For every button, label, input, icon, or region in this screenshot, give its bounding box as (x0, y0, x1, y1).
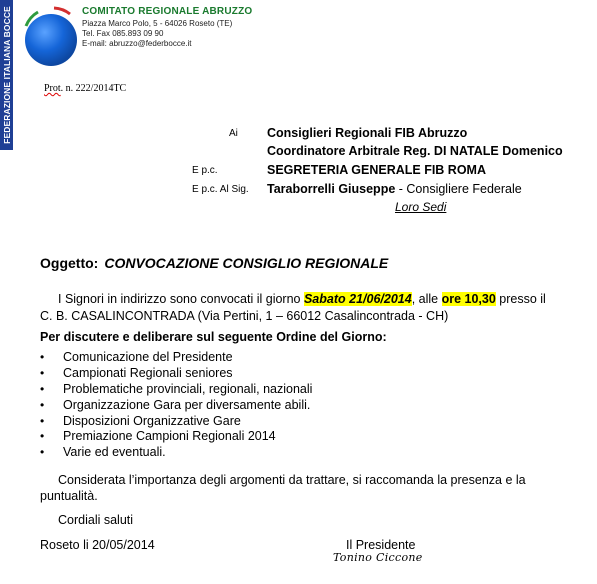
recipient-line: Consiglieri Regionali FIB Abruzzo (267, 126, 468, 140)
list-item: • Disposizioni Organizzative Gare (40, 414, 312, 430)
convocation-text: I Signori in indirizzo sono convocati il giorno Sabato 21/06/2014, alle ore 10,30 presso il (58, 292, 546, 306)
list-item: • Campionati Regionali seniores (40, 366, 312, 382)
recipient-line: Coordinatore Arbitrale Reg. DI NATALE Domenico (267, 144, 563, 158)
organization-address: Piazza Marco Polo, 5 - 64026 Roseto (TE) (82, 19, 233, 28)
loro-sedi: Loro Sedi (395, 200, 447, 214)
list-item: • Problematiche provinciali, regionali, nazionali (40, 382, 312, 398)
federation-name: FEDERAZIONE ITALIANA BOCCE (1, 6, 12, 144)
cc-label: E p.c. (192, 165, 218, 176)
agenda-list (40, 350, 312, 461)
place-date: Roseto li 20/05/2014 (40, 538, 155, 552)
protocol-number: Prot. n. 222/2014TC (44, 83, 127, 94)
recipients-label: Ai (229, 128, 238, 139)
organization-email: E-mail: abruzzo@federbocce.it (82, 39, 192, 48)
organization-name: COMITATO REGIONALE ABRUZZO (82, 6, 253, 17)
greeting: Cordiali saluti (58, 513, 134, 527)
recipient-line: SEGRETERIA GENERALE FIB ROMA (267, 163, 486, 177)
meeting-location: C. B. CASALINCONTRADA (Via Pertini, 1 – 66012 Casalincontrada - CH) (40, 309, 449, 323)
recipient-line: Taraborrelli Giuseppe - Consigliere Federale (267, 182, 522, 196)
list-item: • Varie ed eventuali. (40, 445, 312, 461)
subject-line: Oggetto: CONVOCAZIONE CONSIGLIO REGIONALE (40, 255, 389, 271)
list-item: • Comunicazione del Presidente (40, 350, 312, 366)
list-item: • Organizzazione Gara per diversamente abili. (40, 398, 312, 414)
closing-text: Considerata l’importanza degli argomenti da trattare, si raccomanda la presenza e la (58, 473, 526, 487)
closing-text: puntualità. (40, 489, 98, 503)
cc-label: E p.c. Al Sig. (192, 184, 249, 195)
signatory-title: Il Presidente (346, 538, 416, 552)
list-item: • Premiazione Campioni Regionali 2014 (40, 429, 312, 445)
organization-phone: Tel. Fax 085.893 09 90 (82, 29, 164, 38)
agenda-heading: Per discutere e deliberare sul seguente Ordine del Giorno: (40, 330, 387, 344)
federation-logo-icon (20, 6, 82, 68)
signature: Tonino Ciccone (333, 551, 423, 564)
